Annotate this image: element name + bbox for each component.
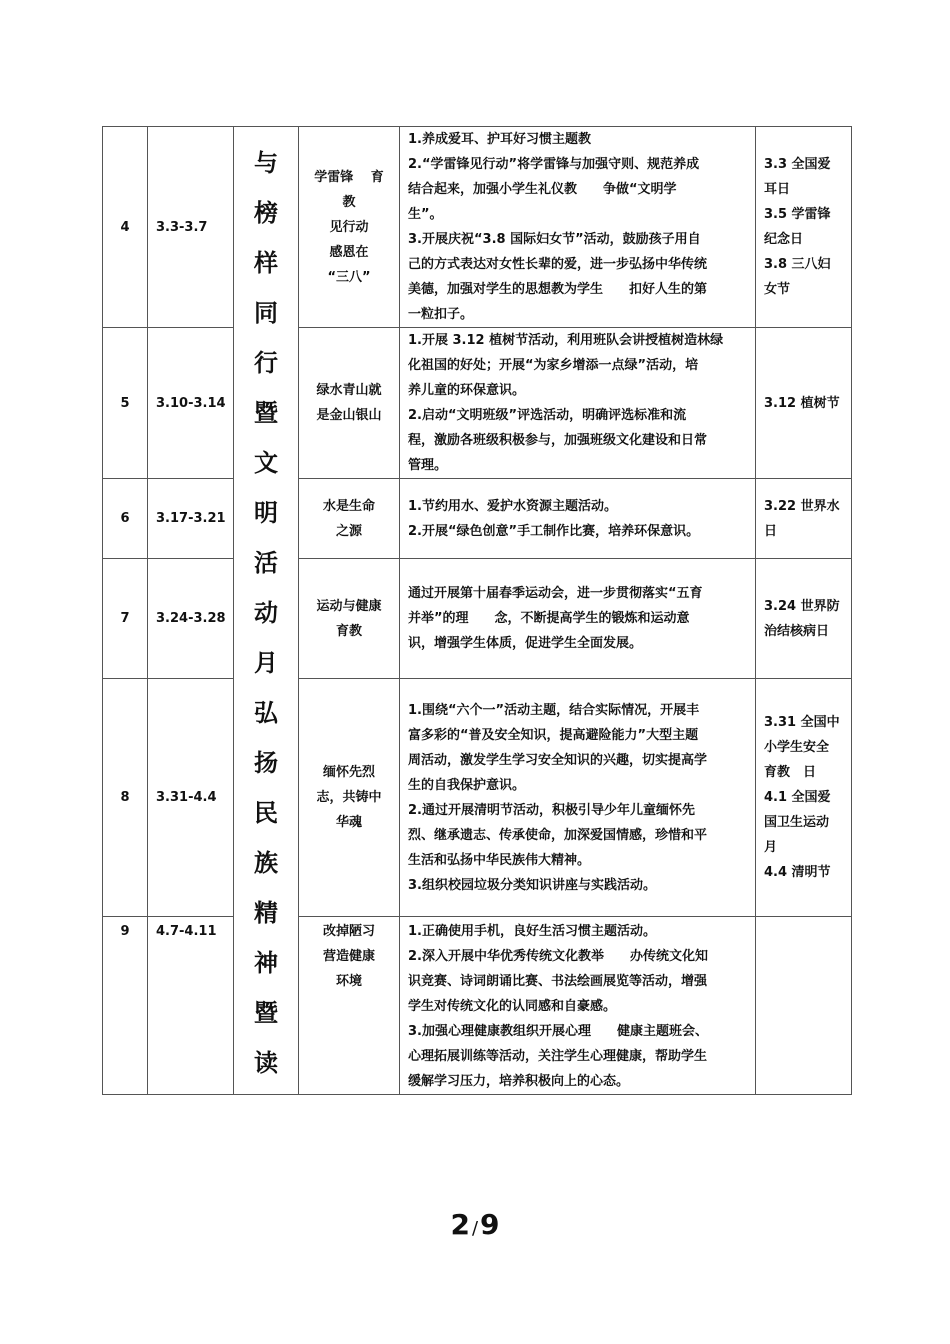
week-dates: 3.17-3.21 [148,479,234,559]
theme-character: 动 [254,598,278,627]
content-line: 2.“学雷锋见行动”将学雷锋与加强守则、规范养成 [408,157,700,172]
theme-character: 活 [254,548,278,577]
content-line: 3.加强心理健康教组织开展心理 健康主题班会、 [408,1024,708,1039]
theme-character: 行 [254,348,278,377]
topic-line: 见行动 [329,219,369,235]
month-theme [234,127,299,1095]
content-line: 心理拓展训练等活动，关注学生心理健康，帮助学生 [408,1049,708,1064]
days-line: 月 [764,840,778,855]
content-line: 烈、继承遗志、传承使命，加深爱国情感，珍惜和平 [408,827,708,843]
theme-character: 暨 [254,398,278,427]
content-line: 生”。 [408,207,443,222]
days-line: 3.22 世界水 [764,498,840,514]
content-line: 1.正确使用手机，良好生活习惯主题活动。 [408,924,656,939]
table-row [103,479,852,559]
special-days [756,559,852,679]
topic-line: 育教 [335,623,362,639]
days-line: 4.4 清明节 [764,865,831,880]
topic-line: 改掉陋习 [322,924,375,939]
theme-character: 神 [254,948,278,977]
topic-line: 绿水青山就 [316,383,382,398]
theme-character: 明 [254,498,278,527]
theme-character: 样 [254,248,278,277]
table-row [103,917,852,1095]
days-line: 4.1 全国爱 [764,790,831,805]
theme-character: 读 [254,1048,278,1077]
days-line: 3.8 三八妇 [764,257,831,272]
week-topic [299,127,400,328]
week-activities [400,917,756,1095]
topic-line: 环境 [335,974,362,989]
topic-line: 之源 [335,523,362,539]
content-line: 识，增强学生体质，促进学生全面发展。 [408,636,643,651]
content-line: 1.节约用水、爱护水资源主题活动。 [408,498,617,514]
special-days [756,127,852,328]
content-line: 2.启动“文明班级”评选活动，明确评选标准和流 [408,408,687,423]
days-line: 女节 [764,282,791,297]
content-line: 化祖国的好处；开展“为家乡增添一点绿”活动，培 [408,358,699,373]
week-number: 9 [103,917,148,1095]
content-line: 并举”的理 念，不断提高学生的锻炼和运动意 [408,611,690,626]
days-line: 治结核病日 [764,623,830,639]
week-dates: 3.24-3.28 [148,559,234,679]
theme-character: 文 [254,448,278,477]
page-number [0,1208,950,1241]
week-activities [400,679,756,917]
content-line: 通过开展第十届春季运动会，进一步贯彻落实“五育 [408,586,703,601]
table-row [103,328,852,479]
theme-character: 与 [254,148,278,177]
topic-line: 感恩在 [329,244,369,260]
topic-line: 华魂 [335,815,362,830]
content-line: 程，激励各班级积极参与，加强班级文化建设和日常 [408,433,708,448]
theme-character: 榜 [254,198,278,227]
week-activities [400,127,756,328]
content-line: 学生对传统文化的认同感和自豪感。 [408,999,617,1014]
topic-line: 学雷锋 育教 [314,169,384,210]
topic-line: “三八” [327,269,371,285]
content-line: 2.深入开展中华优秀传统文化教举 办传统文化知 [408,949,708,964]
topic-line: 是金山银山 [316,408,382,423]
week-topic [299,917,400,1095]
week-dates: 3.10-3.14 [148,328,234,479]
week-number: 8 [103,679,148,917]
week-number: 5 [103,328,148,479]
content-line: 结合起来，加强小学生礼仪教 争做“文明学 [408,182,677,197]
content-line: 2.开展“绿色创意”手工制作比赛，培养环保意识。 [408,523,700,539]
page-separator: / [471,1218,479,1239]
days-line: 3.12 植树节 [764,395,840,411]
content-line: 1.养成爱耳、护耳好习惯主题教 [408,132,591,147]
content-line: 养儿童的环保意识。 [408,383,526,398]
content-line: 3.组织校园垃圾分类知识讲座与实践活动。 [408,877,656,893]
content-line: 缓解学习压力，培养积极向上的心态。 [408,1074,630,1089]
topic-line: 水是生命 [322,498,375,514]
theme-character: 暨 [254,998,278,1027]
content-line: 1.围绕“六个一”活动主题，结合实际情况，开展丰 [408,702,700,718]
week-topic [299,679,400,917]
page-total: 9 [480,1208,500,1241]
theme-character: 同 [254,298,278,327]
week-number: 6 [103,479,148,559]
content-line: 己的方式表达对女性长辈的爱，进一步弘扬中华传统 [408,257,708,272]
week-dates: 3.3-3.7 [148,127,234,328]
days-line: 耳日 [764,182,791,197]
table-row [103,559,852,679]
days-line: 3.31 全国中 [764,715,840,730]
theme-character: 精 [254,898,278,927]
week-activities [400,328,756,479]
special-days [756,328,852,479]
table-row [103,127,852,328]
week-topic [299,479,400,559]
topic-line: 缅怀先烈 [322,765,375,780]
content-line: 2.通过开展清明节活动，积极引导少年儿童缅怀先 [408,802,695,818]
week-topic [299,328,400,479]
content-line: 周活动，激发学生学习安全知识的兴趣，切实提高学 [408,752,708,768]
week-number: 4 [103,127,148,328]
content-line: 一粒扣子。 [408,307,474,322]
content-line: 1.开展 3.12 植树节活动，利用班队会讲授植树造林绿 [408,333,724,348]
special-days [756,917,852,1095]
content-line: 管理。 [408,458,448,473]
topic-line: 营造健康 [322,949,375,964]
days-line: 3.5 学雷锋 [764,207,831,222]
week-activities [400,559,756,679]
theme-character: 民 [254,798,278,827]
content-line: 生的自我保护意识。 [408,777,526,793]
theme-character: 扬 [254,748,278,777]
days-line: 3.3 全国爱 [764,157,831,172]
special-days [756,679,852,917]
week-number: 7 [103,559,148,679]
topic-line: 运动与健康 [316,598,382,614]
theme-character: 族 [254,848,278,877]
week-dates: 4.7-4.11 [148,917,234,1095]
content-line: 3.开展庆祝“3.8 国际妇女节”活动，鼓励孩子用自 [408,232,701,247]
content-line: 生活和弘扬中华民族伟大精神。 [408,852,591,868]
page-current: 2 [450,1208,470,1241]
content-line: 美德，加强对学生的思想教为学生 扣好人生的第 [408,282,708,297]
theme-character: 弘 [254,698,278,727]
content-line: 识竞赛、诗词朗诵比赛、书法绘画展览等活动，增强 [408,974,708,989]
days-line: 3.24 世界防 [764,598,840,614]
days-line: 国卫生运动 [764,815,830,830]
special-days [756,479,852,559]
table-row [103,679,852,917]
week-topic [299,559,400,679]
week-dates: 3.31-4.4 [148,679,234,917]
week-activities [400,479,756,559]
days-line: 小学生安全 [764,740,830,755]
days-line: 纪念日 [764,232,804,247]
days-line: 育教 日 [764,765,817,780]
content-line: 富多彩的“普及安全知识，提高避险能力”大型主题 [408,727,699,743]
activity-schedule-table [102,126,852,1095]
days-line: 日 [764,523,778,539]
topic-line: 志，共铸中 [316,790,382,805]
theme-character: 月 [254,648,278,677]
